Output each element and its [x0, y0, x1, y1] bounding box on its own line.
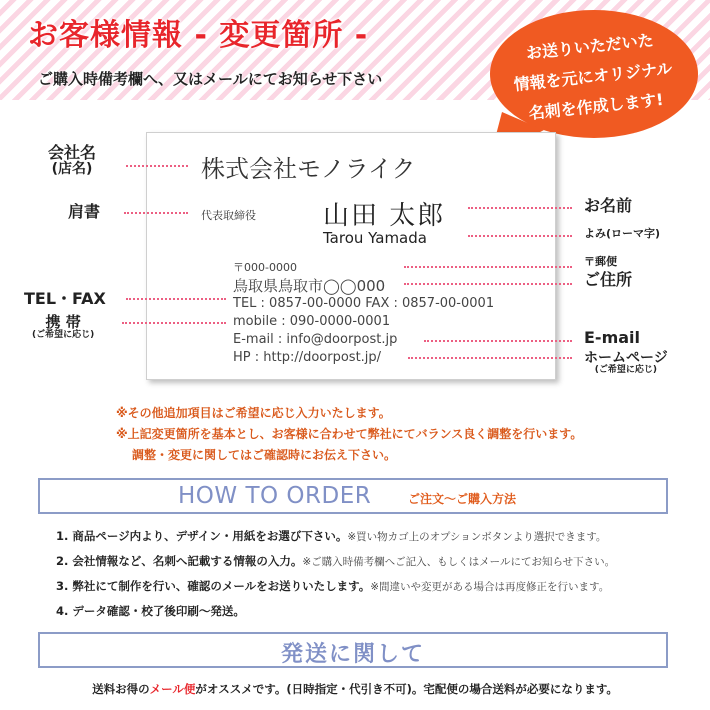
card-address: 鳥取県鳥取市◯◯000 [233, 277, 386, 295]
label-company-text: 会社名 [48, 143, 97, 162]
note-line-1: ※その他追加項目はご希望に応じ入力いたします。 [116, 406, 391, 420]
label-name: お名前 [584, 196, 633, 215]
bubble-line-3: 名刺を作成します! [527, 89, 665, 123]
leader-zip [404, 266, 572, 268]
leader-address [404, 283, 572, 285]
leader-company [126, 165, 188, 167]
bubble-line-2: 情報を元にオリジナル [512, 58, 674, 95]
note-line-2: ※上記変更箇所を基本とし、お客様に合わせて弊社にてバランス良く調整を行います。 [116, 427, 583, 441]
card-zip: 〒000-0000 [233, 261, 297, 274]
leader-homepage [408, 357, 572, 359]
order-step-1: 1. 商品ページ内より、デザイン・用紙をお選び下さい。※買い物カゴ上のオプションボタンより選択できます。 [56, 529, 607, 543]
mail-bin-highlight: メール便 [149, 682, 196, 696]
order-step-3: 3. 弊社にて制作を行い、確認のメールをお送りいたします。※間違いや変更がある場合は再度修正を行います。 [56, 579, 610, 593]
leader-yomi [468, 235, 572, 237]
shipping-header [38, 632, 668, 668]
card-name: 山田 太郎 [323, 201, 446, 231]
how-to-order-title: HOW TO ORDER [178, 483, 372, 509]
card-tel-fax: TEL : 0857-00-0000 FAX : 0857-00-0001 [233, 296, 495, 311]
card-email: E-mail : info@doorpost.jp [233, 332, 398, 347]
card-mobile: mobile : 090-0000-0001 [233, 314, 391, 329]
card-role: 代表取締役 [201, 209, 256, 222]
card-hp: HP : http://doorpost.jp/ [233, 350, 382, 365]
label-email: E-mail [584, 328, 641, 347]
label-company [48, 144, 96, 177]
label-mobile-sub: (ご希望に応じ) [32, 329, 95, 340]
notes-block [116, 403, 582, 466]
order-step-2: 2. 会社情報など、名刺へ記載する情報の入力。※ご購入時備考欄へご記入、もしくはメールにてお知らせ下さい。 [56, 554, 616, 568]
how-to-order-subtitle: ご注文〜ご購入方法 [408, 492, 517, 506]
label-mobile [32, 314, 94, 340]
card-company: 株式会社モノライク [201, 155, 416, 183]
label-mobile-text: 携 帯 [45, 313, 81, 331]
leader-telfax [126, 298, 226, 300]
leader-name [468, 207, 572, 209]
label-homepage [584, 351, 668, 376]
card-romaji: Tarou Yamada [323, 229, 427, 247]
label-homepage-sub: (ご希望に応じ) [594, 365, 657, 376]
order-steps [56, 524, 615, 623]
label-title: 肩書 [68, 202, 101, 221]
business-card-sample [146, 132, 556, 380]
card-contact-block [233, 259, 494, 367]
shipping-title: 発送に関して [280, 642, 425, 667]
label-address: ご住所 [584, 270, 633, 289]
bubble-line-1: お送りいただいた [525, 30, 655, 63]
leader-email [424, 340, 572, 342]
page-subtitle: ご購入時備考欄へ、又はメールにてお知らせ下さい [38, 70, 383, 88]
label-yomi: よみ(ローマ字) [584, 227, 661, 240]
label-telfax: TEL・FAX [24, 289, 106, 308]
leader-mobile [122, 322, 226, 324]
page-title: お客様情報 - 変更箇所 - [28, 18, 369, 53]
shipping-note: 送料お得のメール便がオススメです。(日時指定・代引き不可)。宅配便の場合送料が必要になります。 [92, 682, 618, 696]
note-line-3: 調整・変更に関してはご確認時にお伝え下さい。 [132, 448, 397, 462]
label-zip: 〒郵便 [584, 255, 617, 268]
label-company-sub: (店名) [51, 160, 93, 177]
leader-title [124, 212, 188, 214]
how-to-order-header [38, 478, 668, 514]
label-homepage-text: ホームページ [584, 350, 668, 366]
order-step-4: 4. データ確認・校了後印刷〜発送。 [56, 604, 245, 618]
